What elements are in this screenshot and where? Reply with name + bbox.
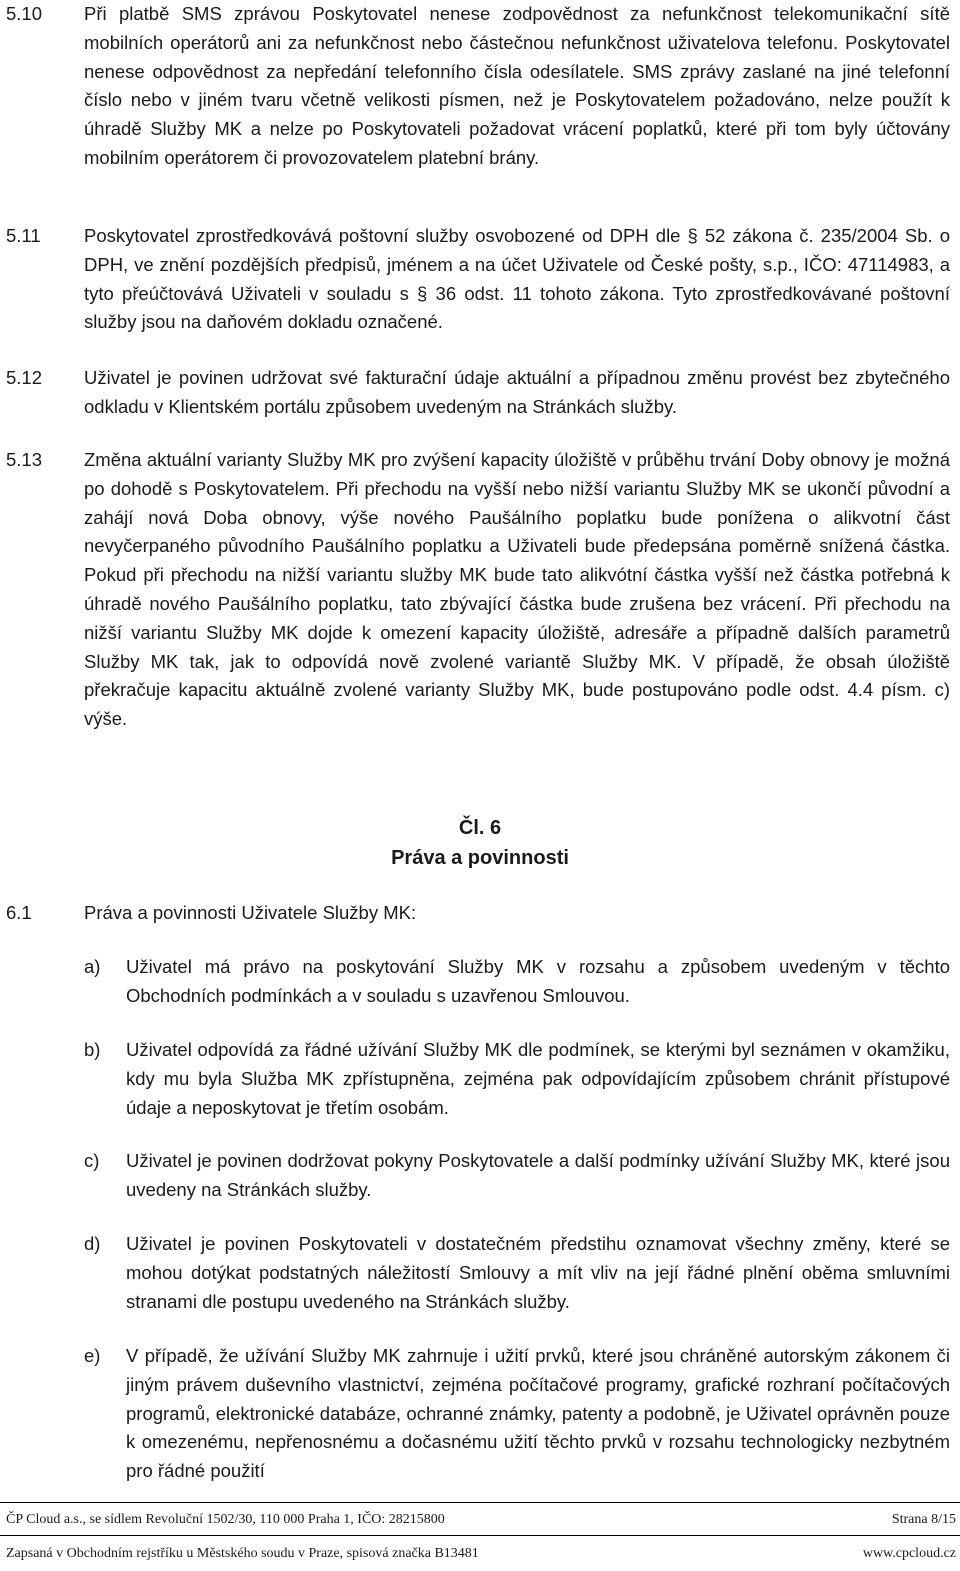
section-title: Práva a povinnosti Uživatele Služby MK: <box>84 902 417 923</box>
footer-divider <box>0 1535 960 1536</box>
clause-text: Změna aktuální varianty Služby MK pro zvýšení kapacity úložiště v průběhu trvání Doby obnovy je možná po dohodě s Poskytovatelem. Při přechodu na vyšší nebo nižší variantu Služby MK se ukončí původní a zahájí nová Doba obnovy, výše nového Paušálního poplatku bude ponížena o alikvotní část nevyčerpaného původního Paušálního poplatku a Uživateli bude předepsána poměrně snížená částka. Pokud při přechodu na nižší variantu služby MK bude tato alikvótní částka vyšší než částka potřebná k úhradě nového Paušálního poplatku, tato zbývající částka bude zrušena bez vrácení. Při přechodu na nižší variantu Služby MK dojde k omezení kapacity úložiště, adresáře a případně dalších parametrů Služby MK tak, jak to odpovídá nově zvolené variantě Služby MK. V případě, že obsah úložiště překračuje kapacitu aktuálně zvolené varianty Služby MK, bude postupováno podle odst. 4.4 písm. c) výše. <box>84 449 950 730</box>
item-letter: d) <box>84 1233 101 1254</box>
footer-company: ČP Cloud a.s., se sídlem Revoluční 1502/30, 110 000 Praha 1, IČO: 28215800 <box>6 1512 445 1527</box>
clause-text: Uživatel je povinen udržovat své fakturační údaje aktuální a případnou změnu provést bez zbytečného odkladu v Klientském portálu způsobem uvedeným na Stránkách služby. <box>84 367 950 417</box>
footer-website: www.cpcloud.cz <box>862 1546 956 1561</box>
item-letter: b) <box>84 1039 101 1060</box>
footer-page-number: Strana 8/15 <box>891 1512 956 1527</box>
footer-divider <box>0 1502 960 1503</box>
footer-row-2 <box>6 1546 956 1562</box>
clause-number: 5.11 <box>6 225 41 246</box>
item-letter: e) <box>84 1345 101 1366</box>
clause-number: 5.12 <box>6 367 43 388</box>
article-number: Čl. 6 <box>458 817 502 839</box>
item-letter: c) <box>84 1150 100 1171</box>
section-number: 6.1 <box>6 902 32 923</box>
footer-row-1 <box>6 1512 956 1528</box>
clause-text: Poskytovatel zprostředkovává poštovní služby osvobozené od DPH dle § 52 zákona č. 235/2004 Sb. o DPH, ve znění pozdějších předpisů, jménem a na účet Uživatele od České pošty, s.p., IČO: 47114983, a tyto přeúčtovává Uživateli v souladu s § 36 odst. 11 tohoto zákona. Tyto zprostředkovávané poštovní služby jsou na daňovém dokladu označené. <box>84 225 950 333</box>
footer-registry: Zapsaná v Obchodním rejstříku u Městského soudu v Praze, spisová značka B13481 <box>6 1546 479 1561</box>
clause-number: 5.13 <box>6 449 43 470</box>
item-text: Uživatel je povinen Poskytovateli v dostatečném předstihu oznamovat všechny změny, které se mohou dotýkat podstatných náležitostí Smlouvy a mít vliv na její řádné plnění oběma smluvními stranami dle postupu uvedeného na Stránkách služby. <box>126 1233 950 1312</box>
item-text: Uživatel má právo na poskytování Služby MK v rozsahu a způsobem uvedeným v těchto Obchodních podmínkách a v souladu s uzavřenou Smlouvou. <box>126 956 950 1006</box>
item-letter: a) <box>84 956 101 977</box>
item-text: Uživatel je povinen dodržovat pokyny Poskytovatele a další podmínky užívání Služby MK, které jsou uvedeny na Stránkách služby. <box>126 1150 950 1200</box>
item-text: Uživatel odpovídá za řádné užívání Služby MK dle podmínek, se kterými byl seznámen v okamžiku, kdy mu byla Služba MK zpřístupněna, zejména pak odpovídajícím způsobem chránit přístupové údaje a neposkytovat je třetím osobám. <box>126 1039 950 1118</box>
clause-number: 5.10 <box>6 3 43 24</box>
article-title: Práva a povinnosti <box>391 847 569 869</box>
item-text: V případě, že užívání Služby MK zahrnuje i užití prvků, které jsou chráněné autorským zákonem či jiným právem duševního vlastnictví, zejména počítačové programy, grafické rozhraní počítačových programů, elektronické databáze, ochranné známky, patenty a podobně, je Uživatel oprávněn pouze k omezenému, nepřenosnému a dočasnému užití těchto prvků v rozsahu technologicky nezbytném pro řádné použití <box>126 1345 950 1482</box>
clause-text: Při platbě SMS zprávou Poskytovatel nenese zodpovědnost za nefunkčnost telekomunikační sítě mobilních operátorů ani za nefunkčnost nebo částečnou nefunkčnost uživatelova telefonu. Poskytovatel nenese odpovědnost za nepředání telefonního čísla odesílatele. SMS zprávy zaslané na jiné telefonní číslo nebo v jiném tvaru včetně velikosti písmen, než je Poskytovatelem požadováno, nelze použít k úhradě Služby MK a nelze po Poskytovateli požadovat vrácení poplatků, které při tom byly účtovány mobilním operátorem či provozovatelem platební brány. <box>84 3 950 168</box>
